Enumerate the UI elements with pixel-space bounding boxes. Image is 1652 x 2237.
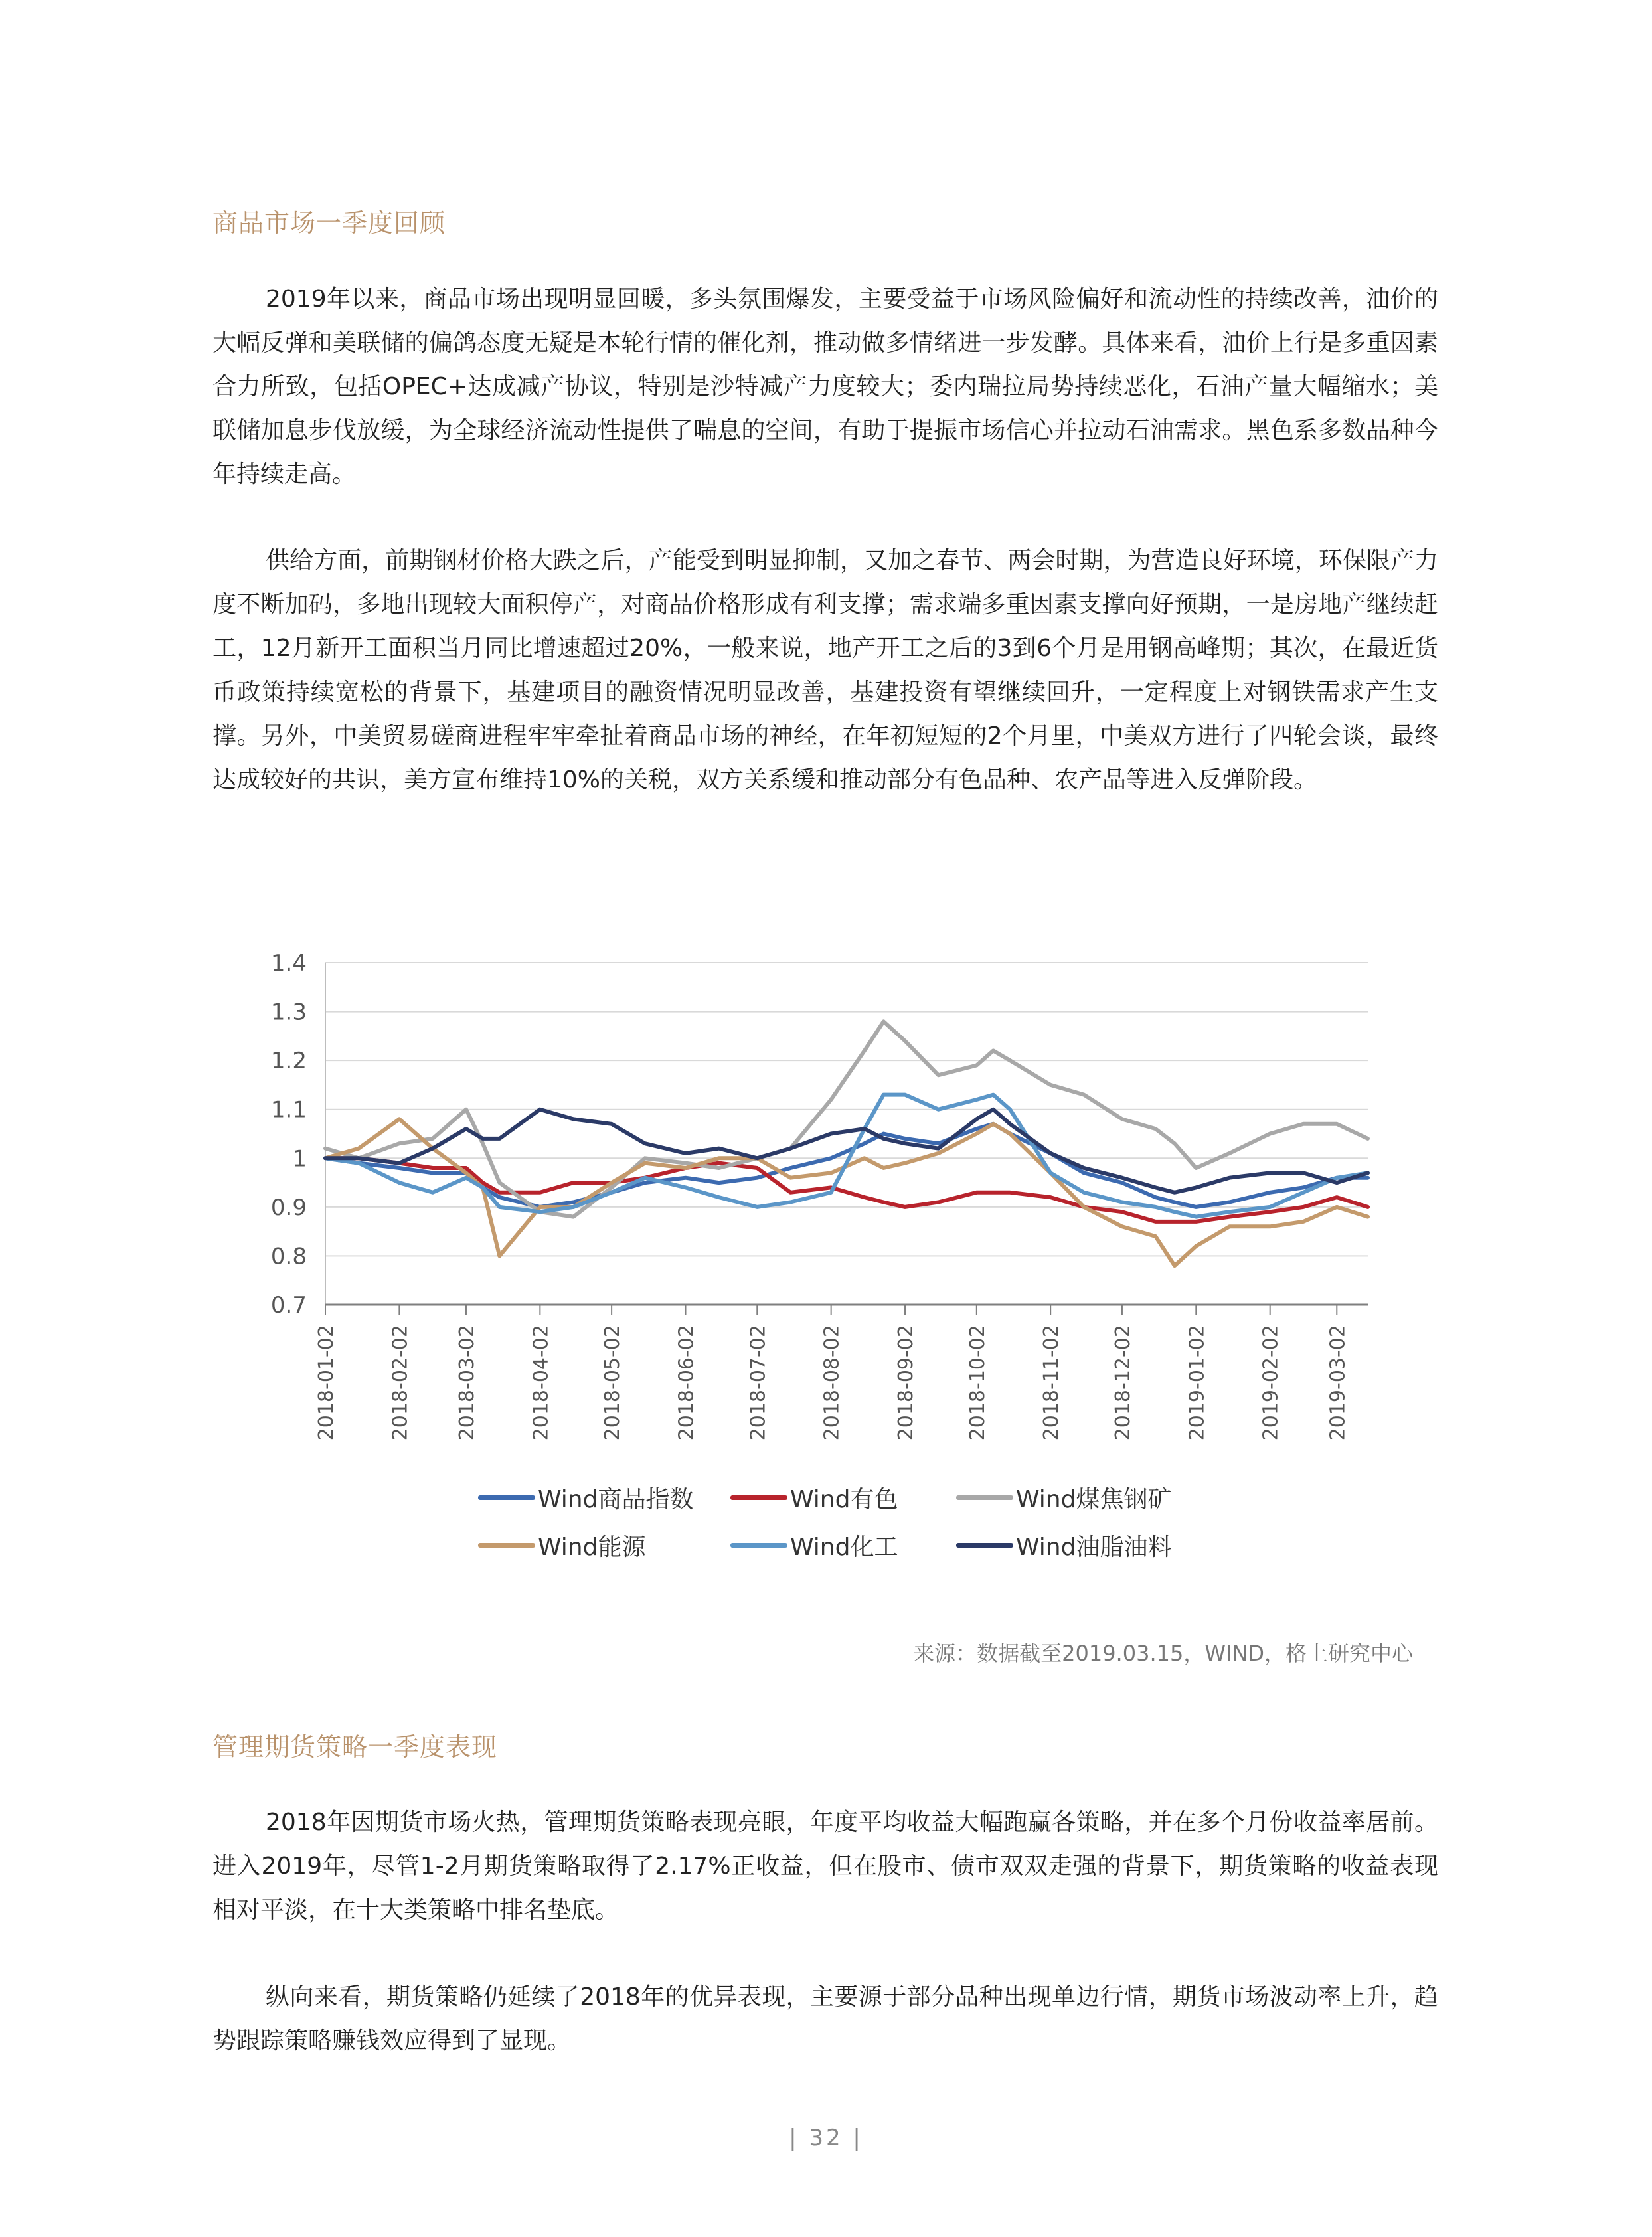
legend-item-energy	[478, 1529, 645, 1562]
x-tick-label: 2018-02-02	[388, 1325, 412, 1441]
legend-item-nonferrous	[730, 1481, 898, 1515]
paragraph-managed-futures-2018: 2018年因期货市场火热，管理期货策略表现亮眼，年度平均收益大幅跑赢各策略，并在多个月份收益率居前。进入2019年，尽管1-2月期货策略取得了2.17%正收益，但在股市、债市双双走强的背景下，期货策略的收益表现相对平淡，在十大类策略中排名垫底。	[212, 1809, 1438, 1924]
x-tick-label: 2019-03-02	[1326, 1325, 1350, 1441]
x-tick-label: 2019-02-02	[1259, 1325, 1283, 1441]
legend-label: Wind化工	[790, 1534, 898, 1561]
series-line	[325, 1095, 1368, 1217]
legend-label: Wind有色	[790, 1486, 898, 1513]
y-tick-label: 1.1	[270, 1096, 307, 1123]
x-tick-label: 2018-03-02	[455, 1325, 479, 1441]
legend-swatch	[956, 1495, 1013, 1500]
chart-series	[325, 1021, 1368, 1266]
y-tick-label: 1.3	[270, 999, 307, 1026]
chart-gridlines	[325, 963, 1368, 1256]
y-tick-label: 0.9	[270, 1194, 307, 1221]
paragraph-commodity-review: 2019年以来，商品市场出现明显回暖，多头氛围爆发，主要受益于市场风险偏好和流动性的持续改善，油价的大幅反弹和美联储的偏鸽态度无疑是本轮行情的催化剂，推动做多情绪进一步发酵。具体来看，油价上行是多重因素合力所致，包括OPEC+达成减产协议，特别是沙特减产力度较大；委内瑞拉局势持续恶化，石油产量大幅缩水；美联储加息步伐放缓，为全球经济流动性提供了喘息的空间，有助于提振市场信心并拉动石油需求。黑色系多数品种今年持续走高。	[212, 286, 1438, 488]
legend-swatch	[730, 1495, 787, 1500]
x-tick-label: 2018-06-02	[675, 1325, 699, 1441]
chart-source-note: 来源：数据截至2019.03.15，WIND，格上研究中心	[913, 1641, 1413, 1666]
paragraph-supply-demand: 供给方面，前期钢材价格大跌之后，产能受到明显抑制，又加之春节、两会时期，为营造良好环境，环保限产力度不断加码，多地出现较大面积停产，对商品价格形成有利支撑；需求端多重因素支撑向好预期，一是房地产继续赶工，12月新开工面积当月同比增速超过20%，一般来说，地产开工之后的3到6个月是用钢高峰期；其次，在最近货币政策持续宽松的背景下，基建项目的融资情况明显改善，基建投资有望继续回升，一定程度上对钢铁需求产生支撑。另外，中美贸易磋商进程牢牢牵扯着商品市场的神经，在年初短短的2个月里，中美双方进行了四轮会谈，最终达成较好的共识，美方宣布维持10%的关税，双方关系缓和推动部分有色品种、农产品等进入反弹阶段。	[212, 547, 1438, 793]
x-tick-label: 2019-01-02	[1185, 1325, 1209, 1441]
legend-item-oils-oilseeds	[956, 1529, 1171, 1562]
page-number: | 32 |	[789, 2125, 863, 2151]
x-tick-label: 2018-10-02	[965, 1325, 989, 1441]
section-heading-managed-futures: 管理期货策略一季度表现	[212, 1732, 498, 1762]
x-tick-label: 2018-04-02	[529, 1325, 553, 1441]
x-tick-label: 2018-08-02	[820, 1325, 844, 1441]
y-tick-label: 0.8	[270, 1243, 307, 1270]
x-tick-label: 2018-09-02	[894, 1325, 918, 1441]
x-tick-label: 2018-01-02	[315, 1325, 338, 1441]
section-heading-commodity: 商品市场一季度回顾	[212, 208, 446, 238]
legend-item-chemicals	[730, 1529, 898, 1562]
y-tick-labels	[271, 950, 307, 1319]
legend-item-commodity-index	[478, 1481, 693, 1515]
legend-item-coal-steel	[956, 1481, 1171, 1515]
x-tick-label: 2018-12-02	[1111, 1325, 1135, 1441]
commodity-index-line-chart	[239, 943, 1408, 1474]
x-tick-label: 2018-07-02	[746, 1325, 770, 1441]
y-tick-label: 1.2	[270, 1048, 307, 1075]
legend-label: Wind油脂油料	[1016, 1534, 1172, 1561]
x-tick-labels	[315, 1325, 1349, 1440]
legend-label: Wind能源	[538, 1534, 646, 1561]
legend-swatch	[478, 1495, 535, 1500]
y-tick-label: 1	[292, 1145, 307, 1173]
x-tick-label: 2018-05-02	[601, 1325, 625, 1441]
x-tick-label: 2018-11-02	[1040, 1325, 1064, 1441]
legend-label: Wind煤焦钢矿	[1016, 1486, 1172, 1513]
legend-swatch	[478, 1543, 535, 1548]
y-tick-label: 0.7	[270, 1292, 307, 1319]
legend-swatch	[956, 1543, 1013, 1548]
legend-swatch	[730, 1543, 787, 1548]
legend-label: Wind商品指数	[538, 1486, 694, 1513]
paragraph-managed-futures-trend: 纵向来看，期货策略仍延续了2018年的优异表现，主要源于部分品种出现单边行情，期货市场波动率上升，趋势跟踪策略赚钱效应得到了显现。	[212, 1983, 1438, 2054]
y-tick-label: 1.4	[270, 950, 307, 977]
